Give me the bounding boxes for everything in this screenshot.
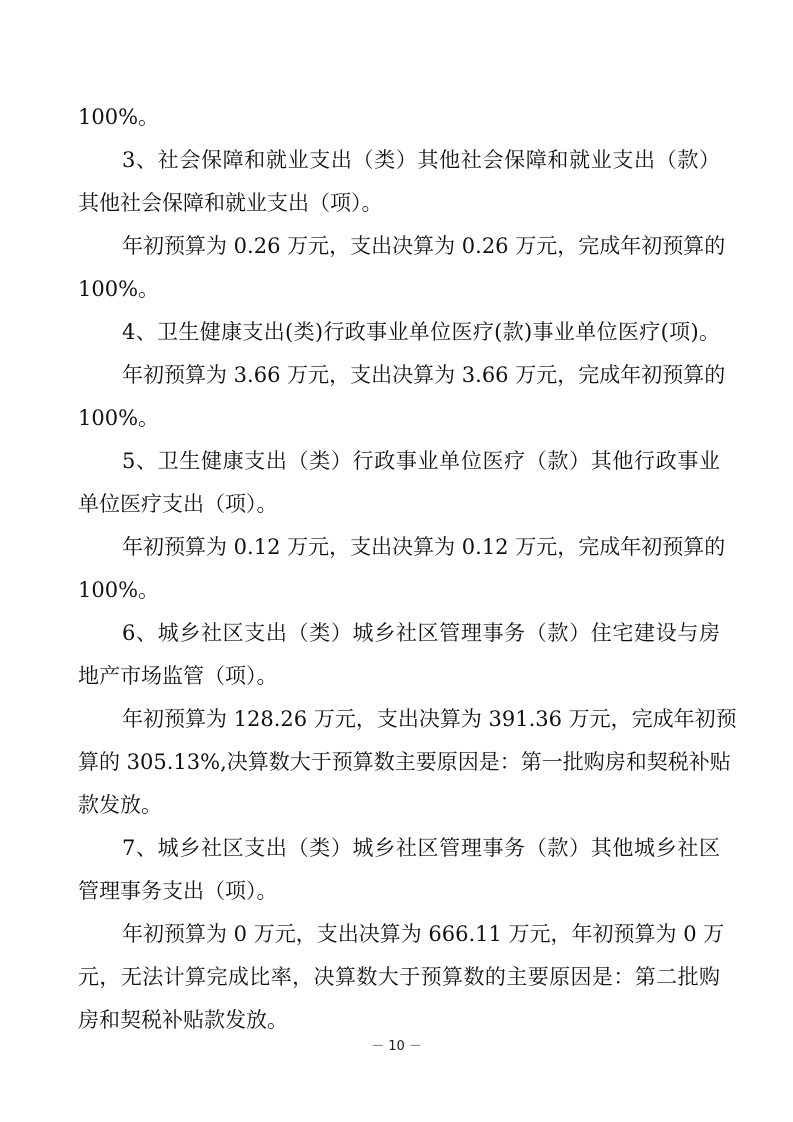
line-text: 房和契税补贴款发放。 — [78, 1008, 288, 1032]
line-text: 7、城乡社区支出（类）城乡社区管理事务（款）其他城乡社区 — [122, 836, 720, 860]
line-text: 单位医疗支出（项）。 — [78, 492, 278, 516]
line-text: 款发放。 — [78, 793, 162, 817]
line-text: 地产市场监管（项）。 — [78, 664, 278, 688]
line-text: 管理事务支出（项）。 — [78, 879, 278, 903]
line-text: 100%。 — [78, 406, 160, 430]
line-text: 100%。 — [78, 578, 160, 602]
line-text: 年初预算为 3.66 万元，支出决算为 3.66 万元，完成年初预算的 — [122, 363, 726, 387]
line-text: 100%。 — [78, 277, 160, 301]
line-text: 年初预算为 0.26 万元，支出决算为 0.26 万元，完成年初预算的 — [122, 234, 726, 258]
line-text: 4、卫生健康支出(类)行政事业单位医疗(款)事业单位医疗(项)。 — [122, 320, 720, 344]
line-text: 3、社会保障和就业支出（类）其他社会保障和就业支出（款） — [122, 148, 720, 172]
line-text: 算的 305.13%,决算数大于预算数主要原因是：第一批购房和契税补贴 — [78, 750, 731, 774]
line-text: 年初预算为 128.26 万元，支出决算为 391.36 万元，完成年初预 — [122, 707, 737, 731]
line-text: 100%。 — [78, 105, 160, 129]
line-text: 年初预算为 0.12 万元，支出决算为 0.12 万元，完成年初预算的 — [122, 535, 726, 559]
line-text: 5、卫生健康支出（类）行政事业单位医疗（款）其他行政事业 — [122, 449, 720, 473]
page-number: － 10 － — [371, 1039, 422, 1054]
line-text: 6、城乡社区支出（类）城乡社区管理事务（款）住宅建设与房 — [122, 621, 720, 645]
line-text: 年初预算为 0 万元，支出决算为 666.11 万元，年初预算为 0 万 — [122, 922, 725, 946]
line-text: 其他社会保障和就业支出（项）。 — [78, 191, 383, 215]
line-text: 元，无法计算完成比率，决算数大于预算数的主要原因是：第二批购 — [78, 965, 720, 989]
